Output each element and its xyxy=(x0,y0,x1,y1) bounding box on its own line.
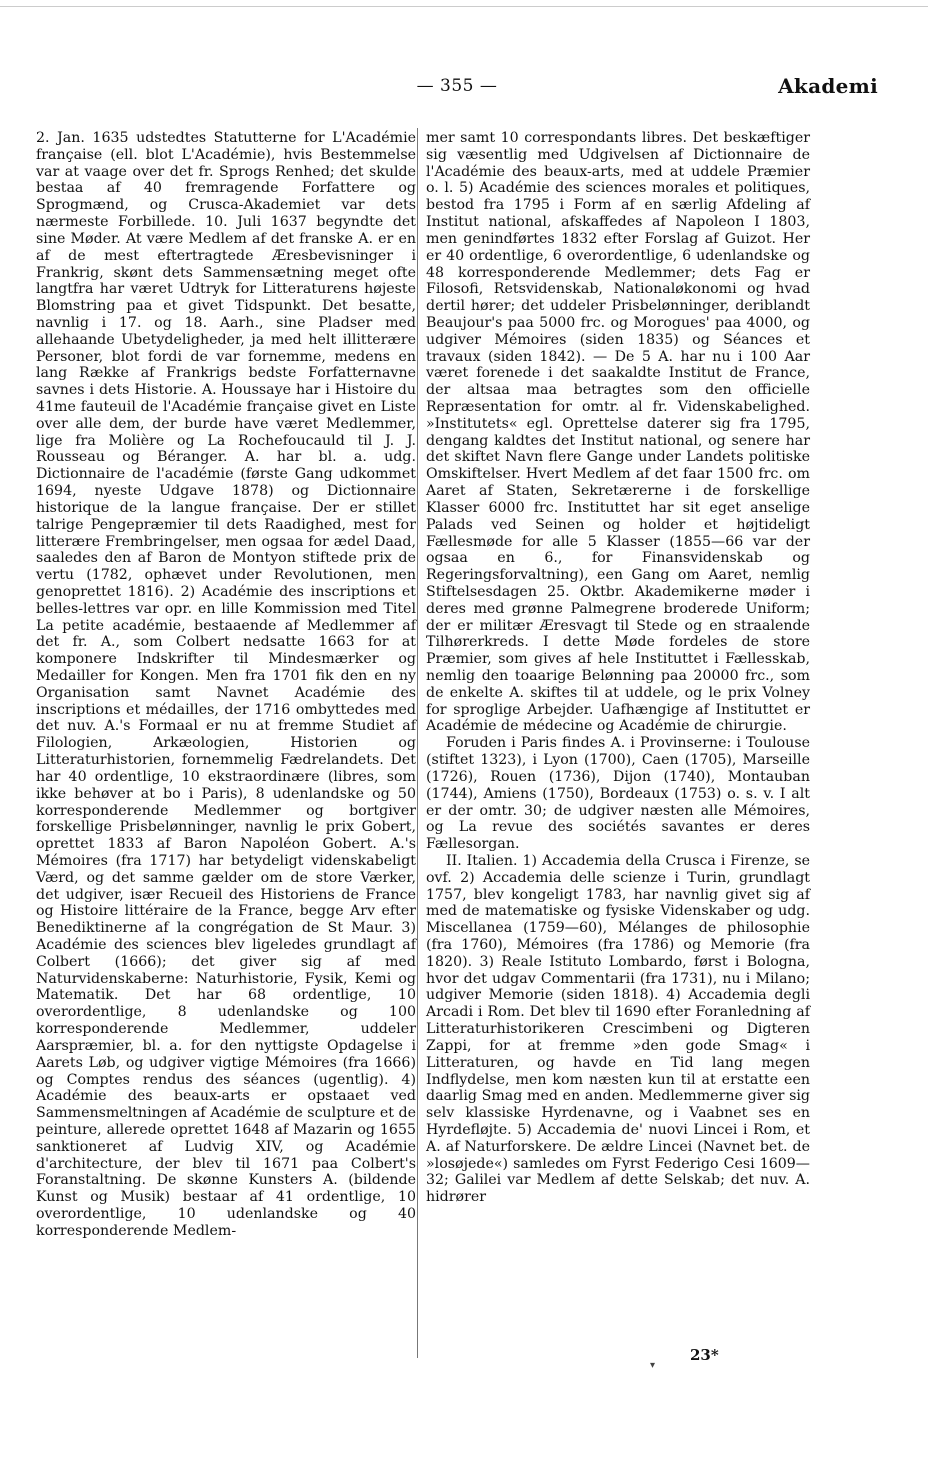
right-paragraph-3: II. Italien. 1) Accademia della Crusca i Firenze, se ovf. 2) Accademia delle scienze i Turin, grundlagt 1757, blev kongeligt 1783, har navnlig givet sig af med de matematiske og fysiske Videnskaber og udg. Miscellanea (1759—60), Mélanges de philosophie (fra 1760), Mémoires (fra 1786) og Memorie (fra 1820). 3) Reale Istituto Lombardo, først i Bologna, hvor det udgav Commentarii (fra 1731), nu i Milano; udgiver Memorie (siden 1818). 4) Accademia degli Arcadi i Rom. Det blev til 1690 efter Foranledning af Litteraturhistorikeren Crescimbeni og Digteren Zappi, for at fremme »den gode Smag« i Litteraturen, og havde en Tid lang megen Indflydelse, men kom næsten kun til at erstatte een daarlig Smag med en anden. Medlemmerne giver sig selv klassiske Hyrdenavne, og i Vaabnet ses en Hyrdefløjte. 5) Accademia de' nuovi Lincei i Rom, et A. af Naturforskere. De ældre Lincei (Navnet bet. de »losøjede«) samledes om Fyrst Federigo Cesi 1609—32; Galilei var Medlem af dette Selskab; det nuv. A. hidrører xyxy=(426,852,810,1206)
top-edge-line xyxy=(0,6,928,7)
left-column xyxy=(36,130,416,1240)
ink-speck: ▾ xyxy=(650,1360,656,1371)
left-column-text: 2. Jan. 1635 udstedtes Statutterne for L'Académie française (ell. blot L'Académie), hvis Bestemmelse var at vaage over det fr. Sprogs Renhed; det skulde bestaa af 40 fremragende Forfattere og Sprogmænd, og Crusca-Akademiet var dets nærmeste Forbillede. 10. Juli 1637 begyndte det sine Møder. At være Medlem af det franske A. er en af de mest eftertragtede Æresbevisninger i Frankrig, skønt dets Sammensætning meget ofte langtfra har været Udtryk for Litteraturens højeste Blomstring paa et givet Tidspunkt. Det besatte, navnlig i 17. og 18. Aarh., sine Pladser med allehaande Ubetydeligheder, ja med helt illitterære Personer, blot fordi de var fornemme, medens en lang Række af Frankrigs bedste Forfatternavne savnes i dets Historie. A. Houssaye har i Histoire du 41me fauteuil de l'Académie française givet en Liste over alle dem, der burde have været Medlemmer, lige fra Molière og La Rochefoucauld til J. J. Rousseau og Béranger. A. har bl. a. udg. Dictionnaire de l'académie (første Gang udkommet 1694, nyeste Udgave 1878) og Dictionnaire historique de la langue française. Der er stillet talrige Pengepræmier til dets Raadighed, mest for litterære Frembringelser, men ogsaa for ædel Daad, saaledes den af Baron de Montyon stiftede prix de vertu (1782, ophævet under Revolutionen, men genoprettet 1816). 2) Académie des inscriptions et belles-lettres var opr. en lille Kommission med Titel La petite académie, bestaaende af Medlemmer af det fr. A., som Colbert nedsatte 1663 for at komponere Indskrifter til Mindesmærker og Medailler for Kongen. Men fra 1701 fik den en ny Organisation samt Navnet Académie des inscriptions et médailles, der 1716 ombyttedes med det nuv. A.'s Formaal er nu at fremme Studiet af Filologien, Arkæologien, Historien og Litteraturhistorien, fornemmelig Fædrelandets. Det har 40 ordentlige, 10 ekstraordinære (libres, som ikke behøver at bo i Paris), 8 udenlandske og 50 korresponderende Medlemmer og bortgiver forskellige Prisbelønninger, navnlig le prix Gobert, oprettet 1833 af Baron Napoléon Gobert. A.'s Mémoires (fra 1717) har betydeligt videnskabeligt Værd, og det samme gælder om de store Værker, det udgiver, især Recueil des Historiens de France og Histoire littéraire de la France, begge Arv efter Benediktinerne af la congrégation de St Maur. 3) Académie des sciences blev ligeledes grundlagt af Colbert (1666); det giver sig af med Naturvidenskaberne: Naturhistorie, Fysik, Kemi og Matematik. Det har 68 ordentlige, 10 overordentlige, 8 udenlandske og 100 korresponderende Medlemmer, uddeler Aarspræmier, bl. a. for den nyttigste Opdagelse i Aarets Løb, og udgiver vigtige Mémoires (fra 1666) og Comptes rendus des séances (ugentlig). 4) Académie des beaux-arts er opstaaet ved Sammensmeltningen af Académie de sculpture et de peinture, allerede oprettet 1648 af Mazarin og 1655 sanktioneret af Ludvig XIV, og Académie d'architecture, der blev til 1671 paa Colbert's Foranstaltning. De skønne Kunsters A. (bildende Kunst og Musik) bestaar af 41 ordentlige, 10 overordentlige, 10 udenlandske og 40 korresponderende Medlem- xyxy=(36,130,416,1239)
right-column xyxy=(426,130,810,1206)
signature-mark: 23* xyxy=(690,1346,719,1364)
page-header xyxy=(36,74,878,100)
column-divider xyxy=(417,128,418,1358)
page-number: — 355 — xyxy=(416,76,498,96)
right-paragraph-2: Foruden i Paris findes A. i Provinserne: i Toulouse (stiftet 1323), i Lyon (1700), Caen (1705), Marseille (1726), Rouen (1736), Dijon (1740), Montauban (1744), Amiens (1750), Bordeaux (1753) o. s. v. I alt er der omtr. 30; de udgiver næsten alle Mémoires, og La revue des sociétés savantes er deres Fællesorgan. xyxy=(426,735,810,853)
right-paragraph-1: mer samt 10 correspondants libres. Det beskæftiger sig væsentlig med Udgivelsen af Dictionnaire de l'Académie des beaux-arts, med at uddele Præmier o. l. 5) Académie des sciences morales et politiques, bestod fra 1795 i Form af en særlig Afdeling af Institut national, afskaffedes af Napoleon I 1803, men genindførtes 1832 efter Forslag af Guizot. Her er 40 ordentlige, 6 overordentlige, 6 udenlandske og 48 korresponderende Medlemmer; dets Fag er Filosofi, Retsvidenskab, Nationaløkonomi og hvad dertil hører; det uddeler Prisbelønninger, deriblandt Beaujour's paa 5000 frc. og Morogues' paa 4000, og udgiver Mémoires (siden 1835) og Séances et travaux (siden 1842). — De 5 A. har nu i 100 Aar været forenede i det saakaldte Institut de France, der altsaa maa betragtes som den officielle Repræsentation for omtr. al fr. Videnskabelighed. »Institutets« egl. Oprettelse daterer sig fra 1795, dengang kaldtes det Institut national, og senere har det skiftet Navn flere Gange under Landets politiske Omskiftelser. Hvert Medlem af det faar 1500 frc. om Aaret af Staten, Sekretærerne i de forskellige Klasser 6000 frc. Instituttet har sit eget anselige Palads ved Seinen og holder et højtideligt Fællesmøde for alle 5 Klasser (1855—66 var der ogsaa en 6., for Finansvidenskab og Regeringsforvaltning), een Gang om Aaret, nemlig Stiftelsesdagen 25. Oktbr. Akademikerne møder i deres med grønne Palmegrene broderede Uniform; der er militær Æresvagt til Stede og en straalende Tilhørerkreds. I dette Møde fordeles de store Præmier, som gives af hele Instituttet i Fællesskab, nemlig den toaarige Belønning paa 20000 frc., som de enkelte A. skiftes til at uddele, og le prix Volney for sproglige Arbejder. Uafhængige af Instituttet er Académie de médecine og Académie de chirurgie. xyxy=(426,130,810,735)
running-head: Akademi xyxy=(778,74,878,98)
